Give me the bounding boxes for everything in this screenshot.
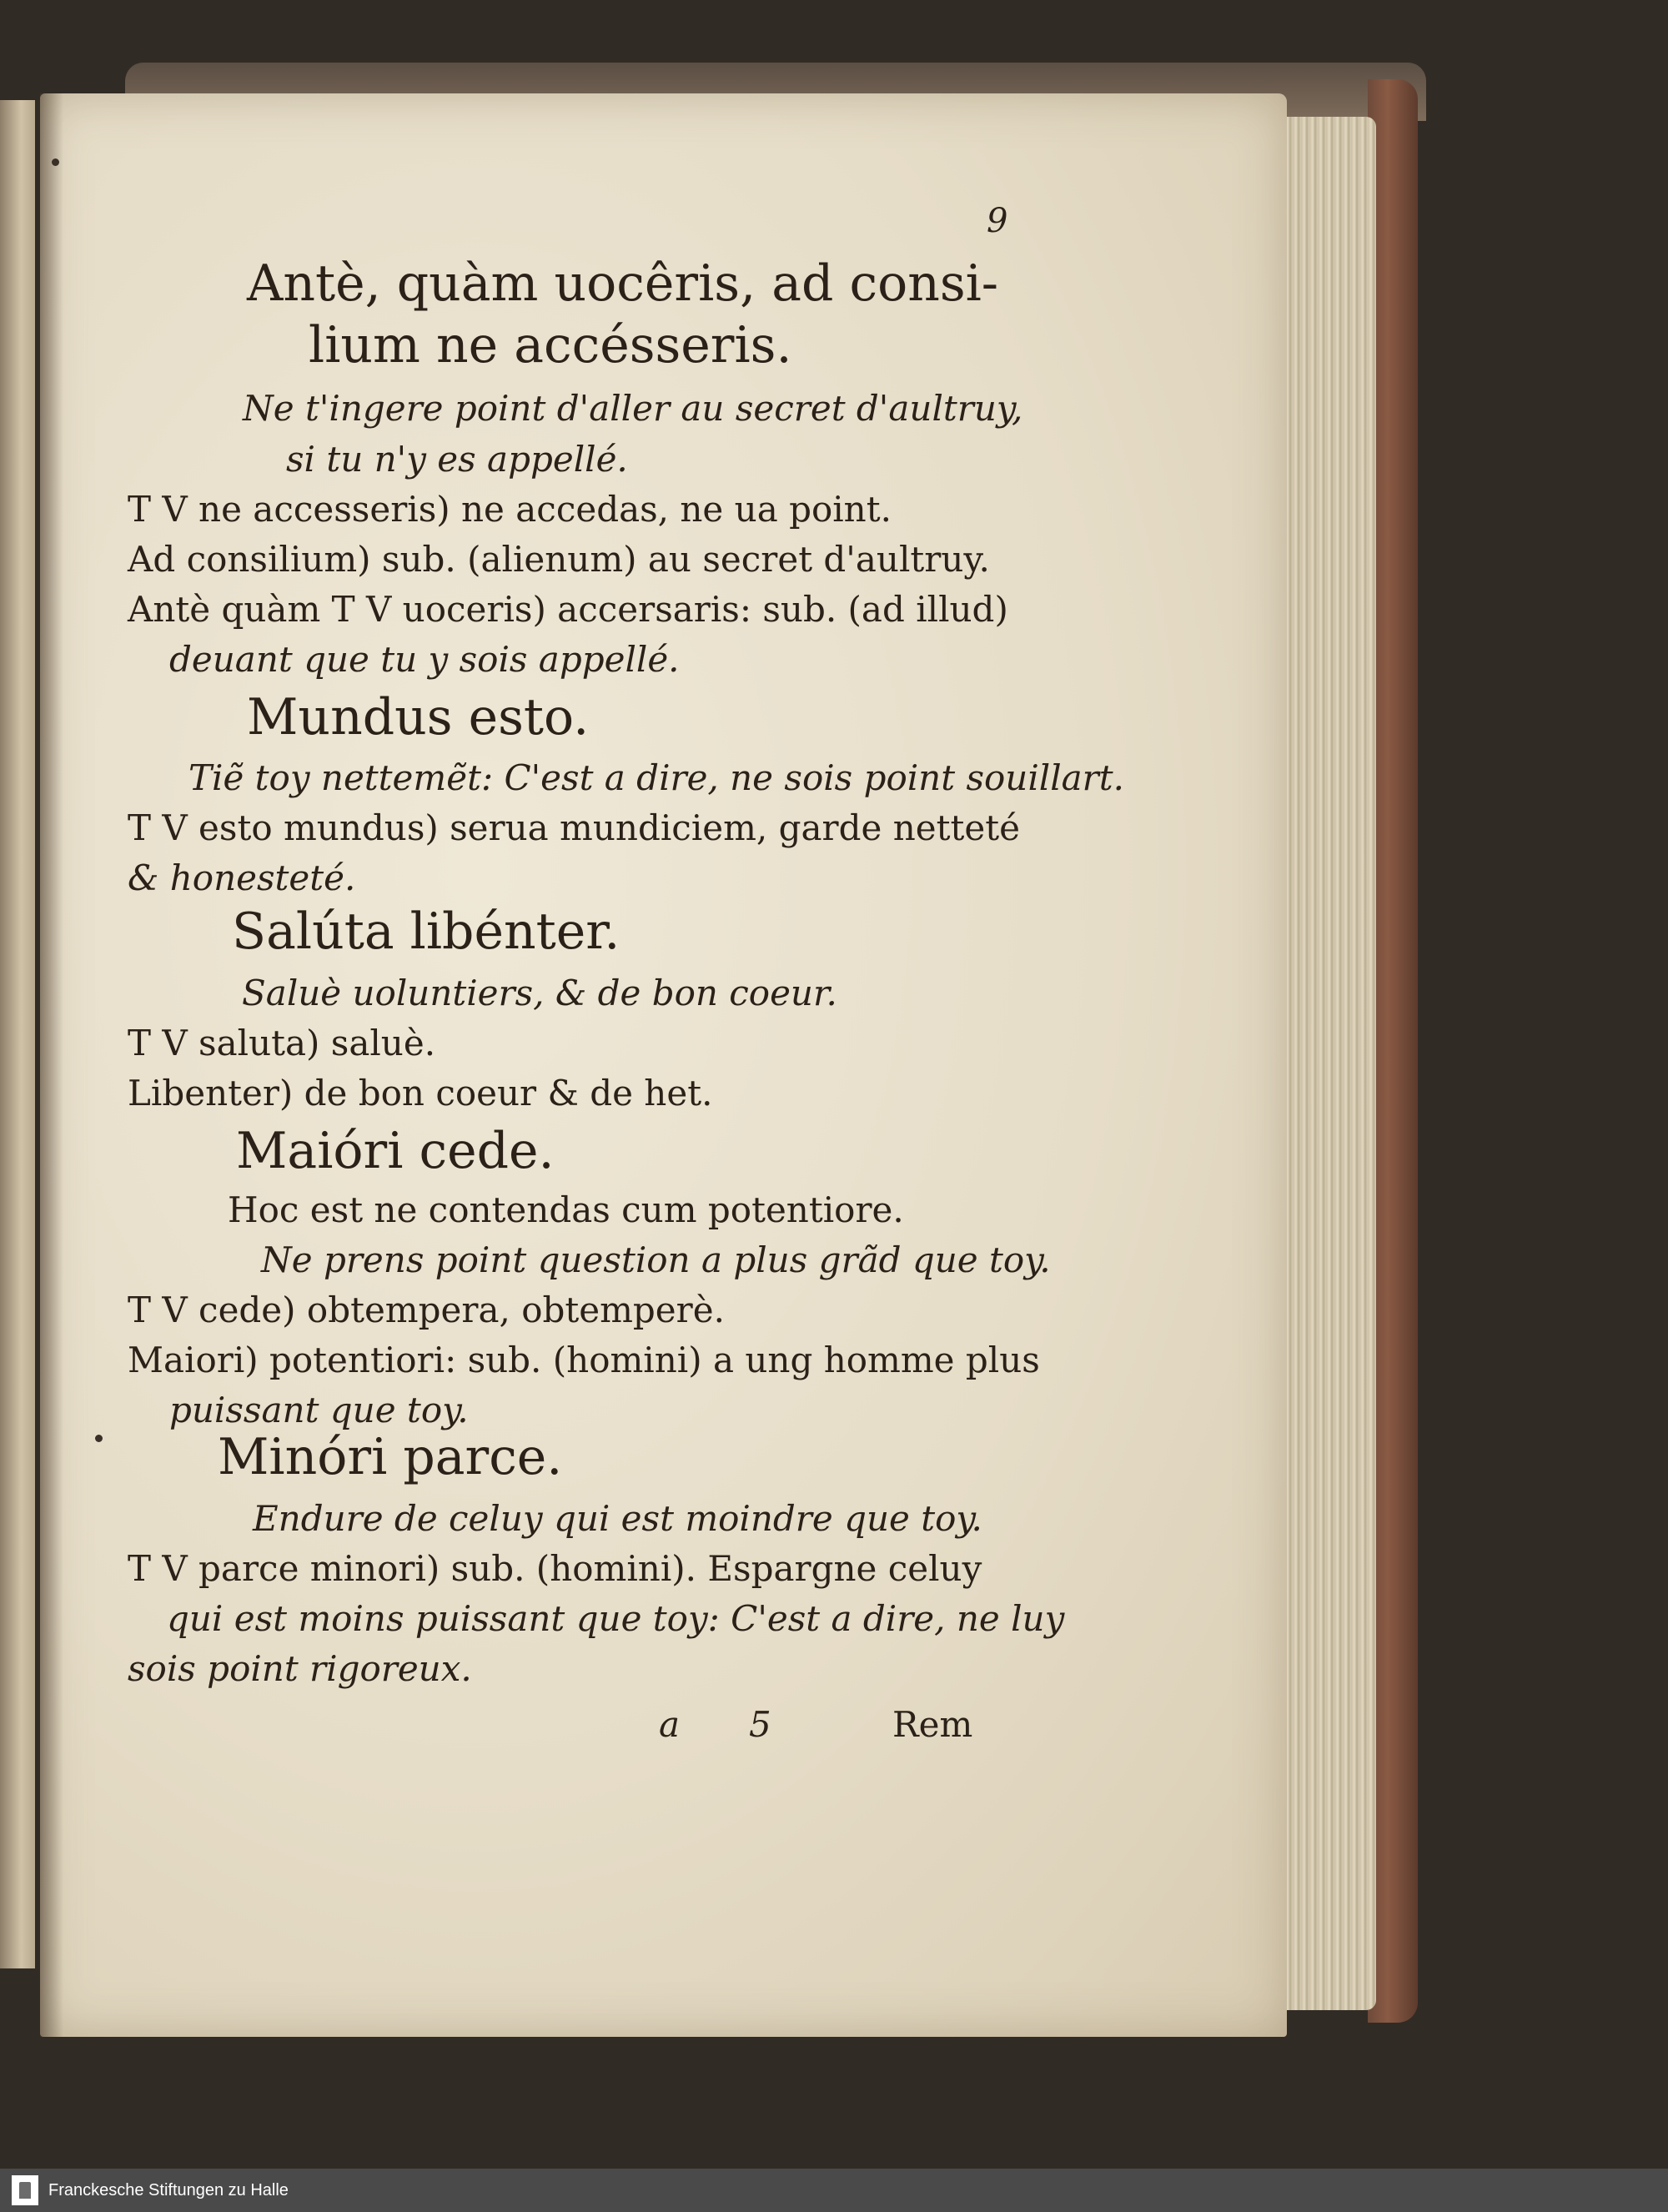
footer-bar bbox=[0, 2169, 1668, 2212]
folio-number: 9 bbox=[987, 202, 1008, 240]
text-line: Hoc est ne contendas cum potentiore. bbox=[228, 1189, 904, 1230]
text-line: sois point rigoreux. bbox=[128, 1648, 472, 1689]
book-page bbox=[40, 93, 1287, 2037]
ink-dot bbox=[52, 158, 59, 166]
text-line: & honesteté. bbox=[128, 857, 356, 898]
text-line: T V esto mundus) serua mundiciem, garde netteté bbox=[128, 807, 1020, 848]
signature-mark: 5 bbox=[749, 1704, 771, 1745]
text-line: Maiori) potentiori: sub. (homini) a ung homme plus bbox=[128, 1340, 1040, 1380]
text-line: Ne t'ingere point d'aller au secret d'aultruy, bbox=[243, 388, 1023, 429]
text-line: T V cede) obtempera, obtemperè. bbox=[128, 1289, 725, 1330]
signature-mark: a bbox=[659, 1704, 681, 1745]
text-line: Tiẽ toy nettemẽt: C'est a dire, ne sois point souillart. bbox=[188, 757, 1124, 798]
text-line: Ad consilium) sub. (alienum) au secret d'aultruy. bbox=[128, 539, 990, 580]
text-line: qui est moins puissant que toy: C'est a dire, ne luy bbox=[167, 1598, 1065, 1639]
text-line: lium ne accésseris. bbox=[309, 316, 792, 375]
text-line: Maióri cede. bbox=[236, 1122, 555, 1180]
catchword: Rem bbox=[892, 1704, 973, 1745]
left-page-edge bbox=[0, 100, 35, 1968]
text-line: Minóri parce. bbox=[218, 1428, 563, 1486]
text-line: T V saluta) saluè. bbox=[128, 1023, 436, 1063]
text-line: Antè, quàm uocêris, ad consi- bbox=[247, 254, 999, 313]
page-edges bbox=[1284, 117, 1376, 2010]
text-line: Antè quàm T V uoceris) accersaris: sub. (ad illud) bbox=[128, 589, 1008, 630]
institution-logo-icon bbox=[12, 2175, 38, 2205]
text-line: Salúta libénter. bbox=[232, 902, 620, 961]
text-line: Mundus esto. bbox=[247, 688, 590, 747]
institution-label: Franckesche Stiftungen zu Halle bbox=[48, 2181, 289, 2199]
text-line: T V ne accesseris) ne accedas, ne ua point. bbox=[128, 489, 892, 530]
ink-dot bbox=[95, 1435, 103, 1442]
text-line: Endure de celuy qui est moindre que toy. bbox=[253, 1498, 982, 1539]
text-line: Saluè uoluntiers, & de bon coeur. bbox=[242, 973, 837, 1013]
text-line: puissant que toy. bbox=[169, 1390, 469, 1430]
text-line: T V parce minori) sub. (homini). Espargne celuy bbox=[128, 1548, 982, 1589]
text-line: deuant que tu y sois appellé. bbox=[169, 639, 680, 680]
text-line: si tu n'y es appellé. bbox=[286, 439, 628, 480]
text-line: Libenter) de bon coeur & de het. bbox=[128, 1073, 713, 1114]
text-line: Ne prens point question a plus grãd que toy. bbox=[261, 1239, 1051, 1280]
